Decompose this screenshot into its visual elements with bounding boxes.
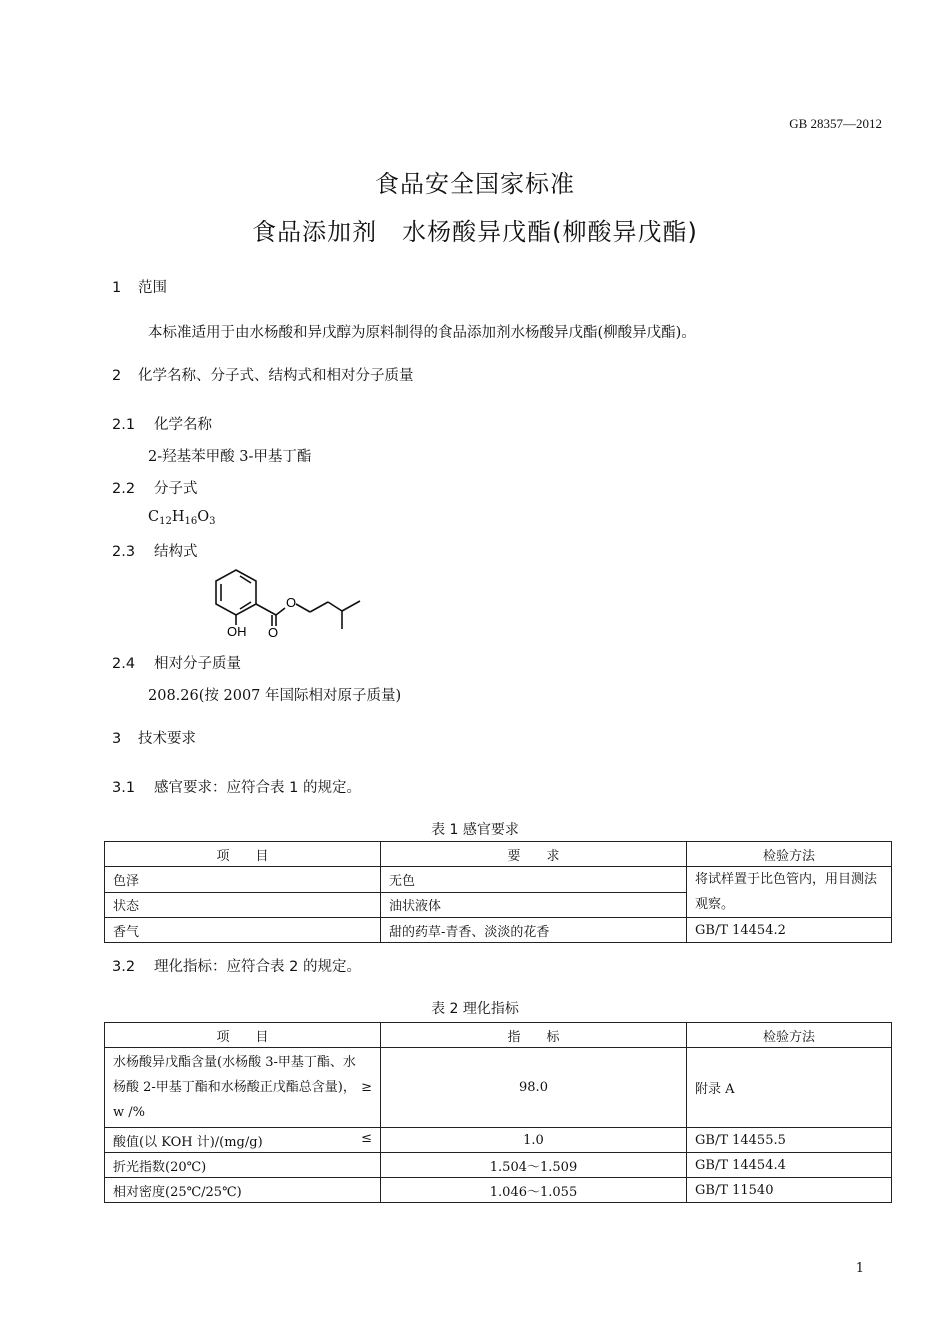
section-2-3-heading — [112, 540, 198, 561]
section-2-2-heading — [112, 477, 198, 498]
table2-caption: 表 2 理化指标 — [431, 1001, 519, 1017]
section-number: 2.4 — [112, 656, 136, 672]
section-title: 化学名称、分子式、结构式和相对分子质量 — [138, 368, 414, 384]
table-row — [105, 1153, 892, 1178]
section-1-body: 本标准适用于由水杨酸和异戊醇为原料制得的食品添加剂水杨酸异戊酯(柳酸异戊酯)。 — [148, 325, 696, 341]
section-number: 2.2 — [112, 481, 136, 497]
item-cell: 色泽 — [105, 867, 381, 893]
ester-o-label: O — [286, 595, 297, 610]
table-row — [105, 1128, 892, 1153]
section-title: 结构式 — [154, 544, 198, 560]
requirement-cell: 甜的药草-青香、淡淡的花香 — [381, 918, 687, 943]
chemical-name: 2-羟基苯甲酸 3-甲基丁酯 — [148, 449, 312, 465]
section-number: 2.1 — [112, 417, 136, 433]
section-title: 范围 — [138, 280, 167, 296]
section-number: 3 — [112, 731, 122, 747]
requirement-cell: 油状液体 — [381, 892, 687, 918]
molecular-mass: 208.26(按 2007 年国际相对原子质量) — [148, 688, 402, 704]
header-cell: 项 目 — [105, 1023, 381, 1048]
section-3-2-heading — [112, 955, 361, 976]
standard-number: GB 28357—2012 — [789, 116, 882, 131]
item-cell: ≥ 水杨酸异戊酯含量(水杨酸 3-甲基丁酯、水杨酸 2-甲基丁酯和水杨酸正戊酯总含量)，w /% — [105, 1048, 381, 1128]
section-title: 分子式 — [154, 481, 198, 497]
section-3-1-heading — [112, 776, 361, 797]
item-cell: 香气 — [105, 918, 381, 943]
requirement-cell: 无色 — [381, 867, 687, 893]
value-cell: 1.504～1.509 — [381, 1153, 687, 1178]
relation-symbol: ≥ — [361, 1080, 372, 1095]
item-cell: ≤ 酸值(以 KOH 计)/(mg/g) — [105, 1128, 381, 1153]
molecular-formula: $C_{12}H_{16}O_3$ — [148, 509, 216, 527]
table-row — [105, 867, 892, 893]
value-cell: 1.0 — [381, 1128, 687, 1153]
section-1-heading — [112, 276, 167, 297]
section-number: 2 — [112, 368, 122, 384]
method-cell: GB/T 14454.4 — [687, 1153, 892, 1178]
item-cell: 状态 — [105, 892, 381, 918]
section-number: 3.1 — [112, 780, 136, 796]
oh-label: OH — [227, 624, 247, 639]
section-title: 技术要求 — [138, 731, 196, 747]
section-title: 感官要求：应符合表 1 的规定。 — [154, 780, 361, 796]
table1-caption: 表 1 感官要求 — [431, 822, 519, 838]
table-header-row — [105, 1023, 892, 1048]
method-cell: GB/T 14454.2 — [687, 918, 892, 943]
doc-title-sub: 食品添加剂 水杨酸异戊酯(柳酸异戊酯) — [252, 218, 698, 246]
section-3-heading — [112, 727, 196, 748]
header-cell: 检验方法 — [687, 1023, 892, 1048]
method-cell: GB/T 11540 — [687, 1178, 892, 1203]
relation-symbol: ≤ — [361, 1130, 372, 1146]
item-cell: 折光指数(20℃) — [105, 1153, 381, 1178]
section-number: 1 — [112, 280, 122, 296]
table-header-row — [105, 842, 892, 867]
header-cell: 项 目 — [105, 842, 381, 867]
section-number: 3.2 — [112, 959, 136, 975]
page-number: 1 — [855, 1261, 864, 1276]
header-cell: 要 求 — [381, 842, 687, 867]
value-cell: 98.0 — [381, 1048, 687, 1128]
table-row — [105, 1048, 892, 1128]
doc-title-main: 食品安全国家标准 — [375, 170, 575, 198]
section-title: 化学名称 — [154, 417, 212, 433]
method-cell: GB/T 14455.5 — [687, 1128, 892, 1153]
method-cell: 将试样置于比色管内，用目测法观察。 — [687, 867, 892, 918]
section-2-heading — [112, 364, 414, 385]
section-2-1-heading — [112, 413, 212, 434]
section-title: 相对分子质量 — [154, 656, 241, 672]
table-sensory — [104, 841, 892, 943]
section-title: 理化指标：应符合表 2 的规定。 — [154, 959, 361, 975]
item-cell: 相对密度(25℃/25℃) — [105, 1178, 381, 1203]
table-row — [105, 1178, 892, 1203]
method-cell: 附录 A — [687, 1048, 892, 1128]
section-number: 2.3 — [112, 544, 136, 560]
structural-formula-image — [200, 564, 370, 642]
table-row — [105, 918, 892, 943]
header-cell: 指 标 — [381, 1023, 687, 1048]
value-cell: 1.046～1.055 — [381, 1178, 687, 1203]
carbonyl-o-label: O — [268, 625, 279, 640]
section-2-4-heading — [112, 652, 241, 673]
table-physicochemical — [104, 1022, 892, 1203]
header-cell: 检验方法 — [687, 842, 892, 867]
